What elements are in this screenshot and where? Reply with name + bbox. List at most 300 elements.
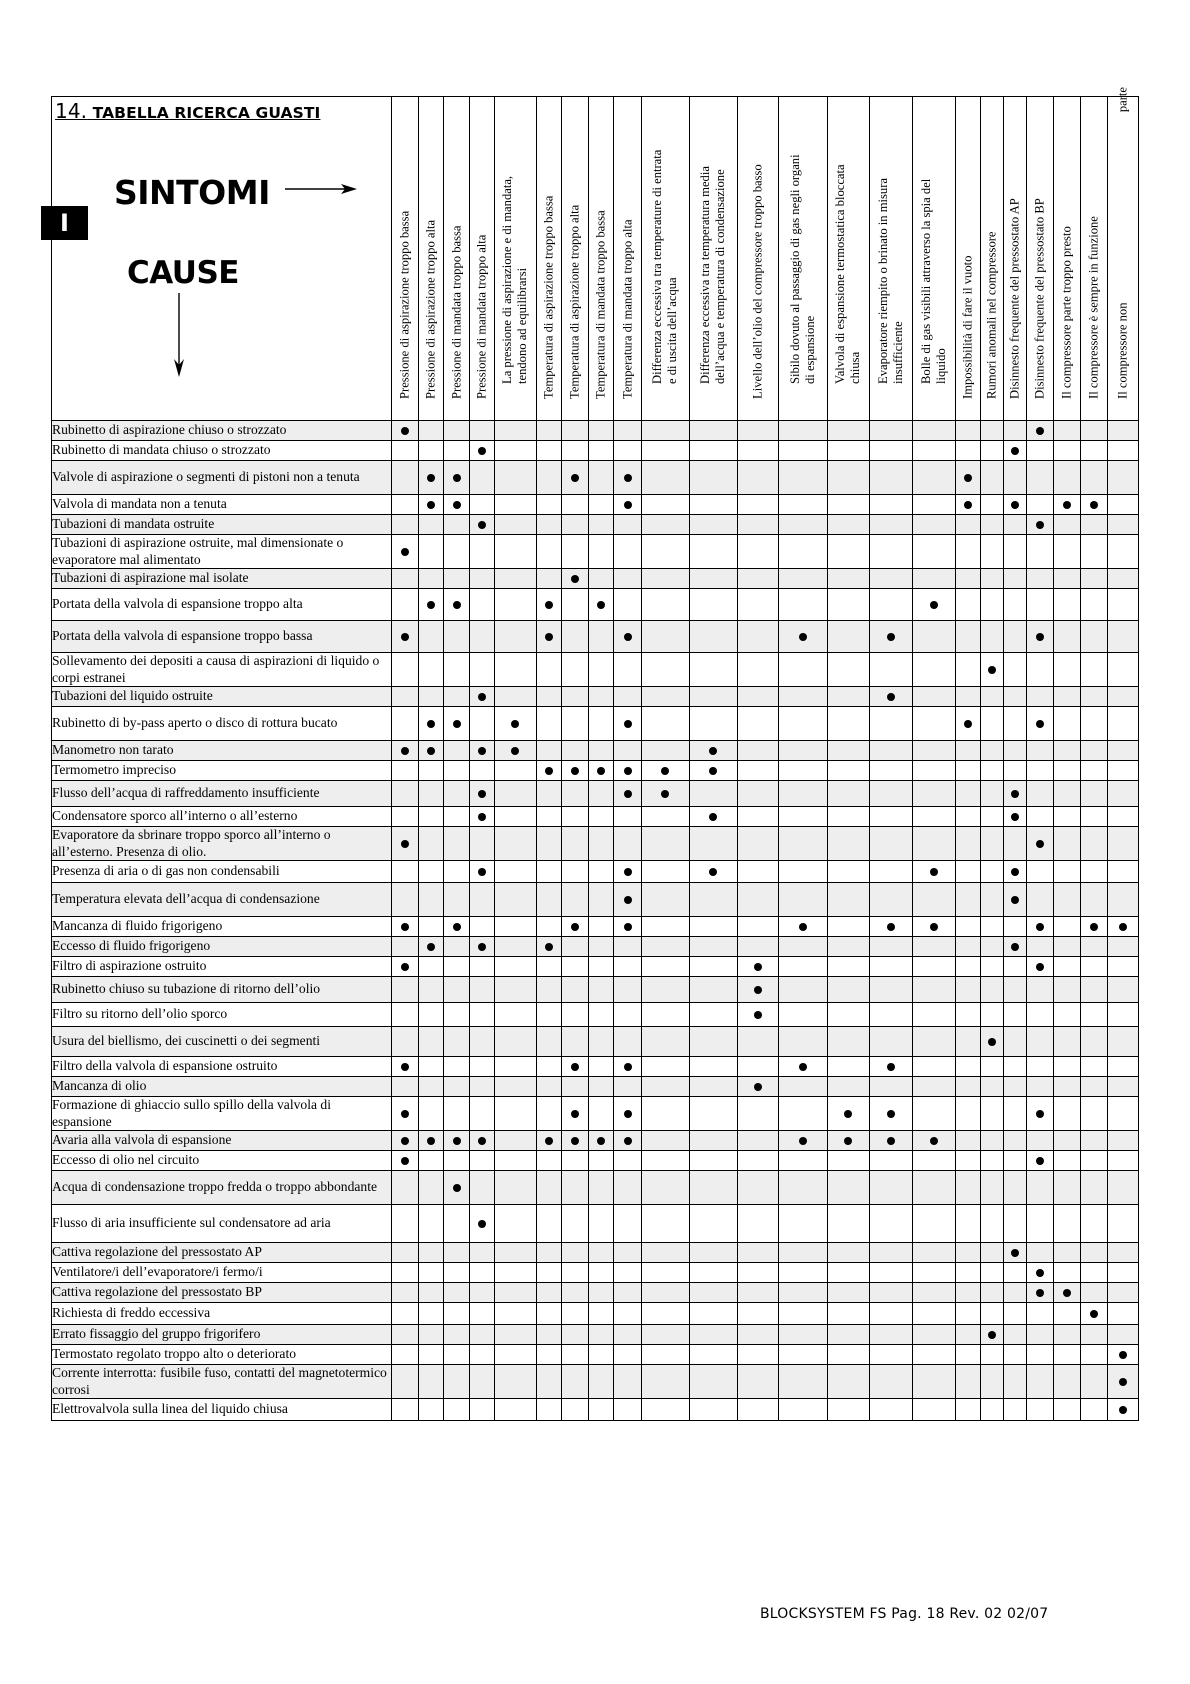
symptom-cell — [641, 1283, 689, 1303]
symptom-cell — [392, 1131, 419, 1151]
bullet-mark-icon — [453, 720, 461, 728]
symptom-cell — [1081, 917, 1108, 937]
symptom-cell — [392, 827, 419, 861]
symptom-cell — [614, 1345, 641, 1365]
symptom-cell — [1053, 937, 1080, 957]
symptom-cell — [641, 1003, 689, 1027]
symptom-cell — [537, 861, 562, 883]
bullet-mark-icon — [1036, 1157, 1044, 1165]
symptom-cell — [828, 515, 869, 535]
table-row — [52, 1057, 1139, 1077]
symptom-cell — [737, 653, 778, 687]
symptom-cell — [1026, 515, 1053, 535]
symptom-cell — [419, 1027, 444, 1057]
cause-cell: Rubinetto chiuso su tubazione di ritorno dell’olio — [52, 977, 392, 1003]
symptom-cell — [494, 653, 537, 687]
symptom-cell — [469, 861, 494, 883]
symptom-cell — [980, 1345, 1003, 1365]
symptom-cell — [614, 937, 641, 957]
symptom-cell — [562, 1263, 589, 1283]
bullet-mark-icon — [1063, 501, 1071, 509]
symptom-cell — [913, 461, 956, 495]
symptom-cell — [955, 1027, 980, 1057]
symptom-cell — [828, 621, 869, 653]
symptom-label-line: tendono ad equilibrarsi — [515, 267, 530, 384]
symptom-cell — [589, 589, 614, 621]
symptom-cell — [614, 1399, 641, 1421]
bullet-mark-icon — [624, 790, 632, 798]
symptom-cell — [537, 1171, 562, 1205]
symptom-cell — [562, 1325, 589, 1345]
symptom-cell — [980, 1171, 1003, 1205]
symptom-cell — [913, 569, 956, 589]
symptom-header-6 — [537, 97, 562, 421]
symptom-cell — [392, 1077, 419, 1097]
symptom-cell — [869, 807, 913, 827]
symptom-cell — [869, 515, 913, 535]
symptom-cell — [641, 957, 689, 977]
symptom-cell — [419, 917, 444, 937]
symptom-cell — [1053, 1243, 1080, 1263]
symptom-cell — [737, 1283, 778, 1303]
bullet-mark-icon — [401, 1137, 409, 1145]
symptom-cell — [469, 1243, 494, 1263]
symptom-cell — [828, 1097, 869, 1131]
symptom-label-line: Il compressore è sempre in funzione — [1086, 216, 1101, 399]
symptom-cell — [689, 1303, 737, 1325]
symptom-cell — [955, 653, 980, 687]
symptom-cell — [537, 1283, 562, 1303]
symptom-cell — [1026, 495, 1053, 515]
symptom-cell — [737, 441, 778, 461]
bullet-mark-icon — [478, 1137, 486, 1145]
symptom-cell — [737, 621, 778, 653]
page-footer: BLOCKSYSTEM FS Pag. 18 Rev. 02 02/07 — [760, 1606, 1049, 1622]
bullet-mark-icon — [401, 747, 409, 755]
symptom-cell — [779, 1027, 828, 1057]
symptom-cell — [1003, 761, 1026, 781]
cause-cell: Tubazioni di mandata ostruite — [52, 515, 392, 535]
symptom-cell — [869, 861, 913, 883]
symptom-cell — [1003, 1131, 1026, 1151]
symptom-cell — [641, 807, 689, 827]
symptom-cell — [589, 761, 614, 781]
symptom-cell — [469, 917, 494, 937]
symptom-cell — [689, 1057, 737, 1077]
symptom-cell — [641, 761, 689, 781]
symptom-cell — [1053, 1003, 1080, 1027]
symptom-cell — [1053, 589, 1080, 621]
symptom-label-line: Temperatura di aspirazione troppo bassa — [541, 195, 556, 399]
symptom-cell — [1108, 1243, 1139, 1263]
symptom-cell — [469, 1171, 494, 1205]
symptom-cell — [419, 653, 444, 687]
symptom-cell — [562, 707, 589, 741]
symptom-cell — [1081, 421, 1108, 441]
symptom-cell — [589, 781, 614, 807]
symptom-cell — [913, 957, 956, 977]
cause-cell: Tubazioni di aspirazione ostruite, mal dimensionate o evaporatore mal alimentato — [52, 535, 392, 569]
bullet-mark-icon — [930, 601, 938, 609]
symptom-cell — [589, 1097, 614, 1131]
symptom-cell — [444, 1205, 469, 1243]
bullet-mark-icon — [478, 521, 486, 529]
symptom-header-20 — [1026, 97, 1053, 421]
symptom-cell — [614, 707, 641, 741]
symptom-cell — [828, 957, 869, 977]
symptom-cell — [1053, 861, 1080, 883]
table-row — [52, 1027, 1139, 1057]
symptom-cell — [392, 1003, 419, 1027]
symptom-cell — [828, 807, 869, 827]
symptom-cell — [469, 1263, 494, 1283]
cause-cell: Termometro impreciso — [52, 761, 392, 781]
symptom-cell — [469, 441, 494, 461]
bullet-mark-icon — [511, 720, 519, 728]
symptom-cell — [1003, 1057, 1026, 1077]
symptom-cell — [1053, 1365, 1080, 1399]
symptom-cell — [1108, 1171, 1139, 1205]
symptom-cell — [913, 937, 956, 957]
symptom-cell — [589, 1131, 614, 1151]
symptom-cell — [689, 827, 737, 861]
symptom-cell — [494, 807, 537, 827]
symptom-cell — [562, 1171, 589, 1205]
symptom-cell — [869, 535, 913, 569]
symptom-cell — [869, 1325, 913, 1345]
symptom-cell — [1026, 781, 1053, 807]
symptom-cell — [469, 977, 494, 1003]
symptom-header-8 — [589, 97, 614, 421]
symptom-cell — [444, 569, 469, 589]
section-heading — [55, 99, 320, 123]
symptom-cell — [494, 977, 537, 1003]
symptom-cell — [392, 917, 419, 937]
symptom-cell — [1081, 1131, 1108, 1151]
symptom-cell — [1108, 977, 1139, 1003]
symptom-cell — [1003, 1077, 1026, 1097]
symptom-cell — [1003, 883, 1026, 917]
symptom-cell — [1026, 1057, 1053, 1077]
symptom-cell — [641, 1205, 689, 1243]
symptom-cell — [1108, 1131, 1139, 1151]
symptom-cell — [444, 957, 469, 977]
symptom-cell — [1108, 761, 1139, 781]
bullet-mark-icon — [427, 1137, 435, 1145]
cause-cell: Filtro su ritorno dell’olio sporco — [52, 1003, 392, 1027]
cause-cell: Sollevamento dei depositi a causa di aspirazioni di liquido o corpi estranei — [52, 653, 392, 687]
symptom-header-10 — [641, 97, 689, 421]
cause-cell: Corrente interrotta: fusibile fuso, contatti del magnetotermico corrosi — [52, 1365, 392, 1399]
symptom-cell — [913, 687, 956, 707]
symptom-cell — [537, 827, 562, 861]
symptom-cell — [869, 957, 913, 977]
symptom-cell — [1026, 1365, 1053, 1399]
symptom-cell — [869, 781, 913, 807]
symptom-cell — [392, 1027, 419, 1057]
symptom-cell — [828, 1205, 869, 1243]
symptom-cell — [494, 781, 537, 807]
symptom-cell — [444, 781, 469, 807]
symptom-cell — [1108, 515, 1139, 535]
symptom-cell — [419, 741, 444, 761]
symptom-cell — [1026, 569, 1053, 589]
symptom-cell — [469, 1283, 494, 1303]
cause-cell: Termostato regolato troppo alto o deteriorato — [52, 1345, 392, 1365]
symptom-cell — [1108, 827, 1139, 861]
bullet-mark-icon — [1119, 1351, 1127, 1359]
symptom-cell — [444, 1303, 469, 1325]
symptom-cell — [494, 861, 537, 883]
cause-cell: Errato fissaggio del gruppo frigorifero — [52, 1325, 392, 1345]
symptom-cell — [1108, 1097, 1139, 1131]
symptom-label-line: insufficiente — [890, 321, 905, 384]
symptom-cell — [469, 1057, 494, 1077]
table-row — [52, 1003, 1139, 1027]
symptom-cell — [1081, 1283, 1108, 1303]
bullet-mark-icon — [930, 1137, 938, 1145]
symptom-cell — [1026, 1303, 1053, 1325]
bullet-mark-icon — [1036, 521, 1044, 529]
symptom-cell — [494, 1345, 537, 1365]
symptom-cell — [562, 1399, 589, 1421]
symptom-cell — [589, 461, 614, 495]
bullet-mark-icon — [1011, 1249, 1019, 1257]
bullet-mark-icon — [1119, 923, 1127, 931]
symptom-cell — [419, 1003, 444, 1027]
symptom-cell — [828, 441, 869, 461]
symptom-cell — [537, 1003, 562, 1027]
symptom-cell — [641, 1171, 689, 1205]
symptom-cell — [779, 535, 828, 569]
symptom-cell — [828, 861, 869, 883]
symptom-cell — [1003, 1399, 1026, 1421]
symptom-header-1 — [392, 97, 419, 421]
symptom-cell — [913, 1131, 956, 1151]
symptom-label-line: Il compressore parte troppo presto — [1059, 226, 1074, 399]
symptom-cell — [737, 883, 778, 917]
symptom-cell — [980, 957, 1003, 977]
symptom-cell — [955, 421, 980, 441]
symptom-cell — [419, 1399, 444, 1421]
symptom-cell — [689, 1365, 737, 1399]
bullet-mark-icon — [478, 943, 486, 951]
bullet-mark-icon — [545, 1137, 553, 1145]
symptom-cell — [494, 707, 537, 741]
symptom-cell — [444, 1243, 469, 1263]
cause-cell: Manometro non tarato — [52, 741, 392, 761]
bullet-mark-icon — [453, 501, 461, 509]
symptom-cell — [779, 1077, 828, 1097]
symptom-cell — [913, 1057, 956, 1077]
bullet-mark-icon — [988, 1331, 996, 1339]
symptoms-label: SINTOMI — [114, 173, 270, 212]
symptom-cell — [980, 781, 1003, 807]
cause-cell: Mancanza di fluido frigorigeno — [52, 917, 392, 937]
bullet-mark-icon — [1036, 963, 1044, 971]
symptom-cell — [828, 1345, 869, 1365]
symptom-cell — [562, 1131, 589, 1151]
symptom-cell — [869, 495, 913, 515]
symptom-label-line: La pressione di aspirazione e di mandata, — [500, 175, 515, 384]
symptom-cell — [562, 1303, 589, 1325]
symptom-cell — [589, 1077, 614, 1097]
symptom-cell — [828, 761, 869, 781]
symptom-cell — [1053, 807, 1080, 827]
symptom-label-line: liquido — [933, 348, 948, 384]
bullet-mark-icon — [545, 767, 553, 775]
symptom-cell — [1003, 1263, 1026, 1283]
symptom-cell — [913, 441, 956, 461]
cause-cell: Cattiva regolazione del pressostato AP — [52, 1243, 392, 1263]
symptom-cell — [614, 957, 641, 977]
symptom-cell — [1026, 421, 1053, 441]
symptom-cell — [392, 535, 419, 569]
symptom-cell — [828, 977, 869, 1003]
symptom-cell — [641, 589, 689, 621]
symptom-header-14 — [828, 97, 869, 421]
cause-cell: Avaria alla valvola di espansione — [52, 1131, 392, 1151]
symptom-cell — [1081, 621, 1108, 653]
bullet-mark-icon — [401, 1063, 409, 1071]
symptom-cell — [614, 1097, 641, 1131]
symptom-cell — [1003, 569, 1026, 589]
symptom-cell — [537, 1345, 562, 1365]
symptom-cell — [589, 1345, 614, 1365]
symptom-cell — [1081, 707, 1108, 741]
bullet-mark-icon — [754, 986, 762, 994]
symptom-cell — [828, 1027, 869, 1057]
symptom-label — [449, 87, 464, 399]
symptom-cell — [737, 1399, 778, 1421]
symptom-cell — [614, 1057, 641, 1077]
symptom-cell — [737, 515, 778, 535]
bullet-mark-icon — [754, 963, 762, 971]
symptom-cell — [537, 1325, 562, 1345]
symptom-cell — [494, 917, 537, 937]
symptom-cell — [562, 917, 589, 937]
symptom-cell — [1003, 687, 1026, 707]
symptom-cell — [980, 883, 1003, 917]
symptom-cell — [737, 707, 778, 741]
bullet-mark-icon — [709, 747, 717, 755]
symptom-cell — [1003, 1171, 1026, 1205]
symptom-label-line: chiusa — [848, 351, 863, 384]
symptom-label — [568, 87, 583, 399]
symptom-cell — [955, 977, 980, 1003]
symptom-label-line: Rumori anomali nel compressore — [984, 231, 999, 399]
symptom-cell — [1053, 461, 1080, 495]
symptom-cell — [1026, 1151, 1053, 1171]
symptom-cell — [589, 1205, 614, 1243]
symptom-cell — [913, 1027, 956, 1057]
symptom-cell — [614, 1027, 641, 1057]
table-body — [52, 421, 1139, 1421]
symptom-cell — [1003, 653, 1026, 687]
symptom-cell — [869, 1365, 913, 1399]
symptom-cell — [641, 741, 689, 761]
symptom-cell — [980, 621, 1003, 653]
symptom-cell — [494, 515, 537, 535]
symptom-cell — [980, 535, 1003, 569]
symptom-cell — [444, 441, 469, 461]
symptom-label — [833, 72, 863, 384]
symptom-cell — [392, 1345, 419, 1365]
symptom-cell — [1026, 621, 1053, 653]
symptom-cell — [562, 441, 589, 461]
symptom-cell — [955, 1243, 980, 1263]
symptom-cell — [828, 569, 869, 589]
symptom-cell — [1003, 421, 1026, 441]
symptom-cell — [562, 1345, 589, 1365]
symptom-cell — [737, 741, 778, 761]
symptom-cell — [980, 1243, 1003, 1263]
bullet-mark-icon — [964, 720, 972, 728]
symptom-cell — [980, 861, 1003, 883]
symptom-cell — [828, 1077, 869, 1097]
bullet-mark-icon — [427, 943, 435, 951]
symptom-cell — [589, 1151, 614, 1171]
bullet-mark-icon — [844, 1110, 852, 1118]
symptom-cell — [869, 621, 913, 653]
symptom-cell — [614, 977, 641, 1003]
table-row — [52, 461, 1139, 495]
symptom-cell — [955, 495, 980, 515]
symptom-cell — [779, 1325, 828, 1345]
symptom-cell — [444, 1365, 469, 1399]
bullet-mark-icon — [624, 896, 632, 904]
symptom-cell — [689, 761, 737, 781]
symptom-cell — [589, 621, 614, 653]
symptom-cell — [419, 883, 444, 917]
symptom-cell — [913, 1399, 956, 1421]
symptom-cell — [444, 1345, 469, 1365]
symptom-cell — [494, 1131, 537, 1151]
symptom-cell — [1026, 1131, 1053, 1151]
symptom-cell — [1026, 957, 1053, 977]
symptom-cell — [494, 1243, 537, 1263]
symptom-cell — [1003, 741, 1026, 761]
symptom-cell — [1108, 781, 1139, 807]
cause-cell: Tubazioni del liquido ostruite — [52, 687, 392, 707]
symptom-cell — [494, 937, 537, 957]
symptom-cell — [589, 1325, 614, 1345]
symptom-cell — [444, 535, 469, 569]
bullet-mark-icon — [624, 923, 632, 931]
symptom-cell — [1003, 937, 1026, 957]
bullet-mark-icon — [401, 1110, 409, 1118]
table-row — [52, 441, 1139, 461]
symptom-cell — [589, 977, 614, 1003]
symptom-cell — [537, 569, 562, 589]
symptom-cell — [689, 1345, 737, 1365]
symptom-cell — [828, 1303, 869, 1325]
symptom-cell — [641, 1399, 689, 1421]
symptom-cell — [1003, 535, 1026, 569]
symptom-cell — [1081, 441, 1108, 461]
table-row — [52, 1365, 1139, 1399]
symptom-cell — [562, 421, 589, 441]
symptom-cell — [392, 977, 419, 1003]
symptom-cell — [419, 421, 444, 441]
symptom-cell — [1053, 515, 1080, 535]
symptom-cell — [537, 495, 562, 515]
symptom-cell — [589, 1027, 614, 1057]
symptom-cell — [537, 1365, 562, 1399]
symptom-cell — [955, 707, 980, 741]
symptom-cell — [444, 1003, 469, 1027]
symptom-cell — [689, 687, 737, 707]
